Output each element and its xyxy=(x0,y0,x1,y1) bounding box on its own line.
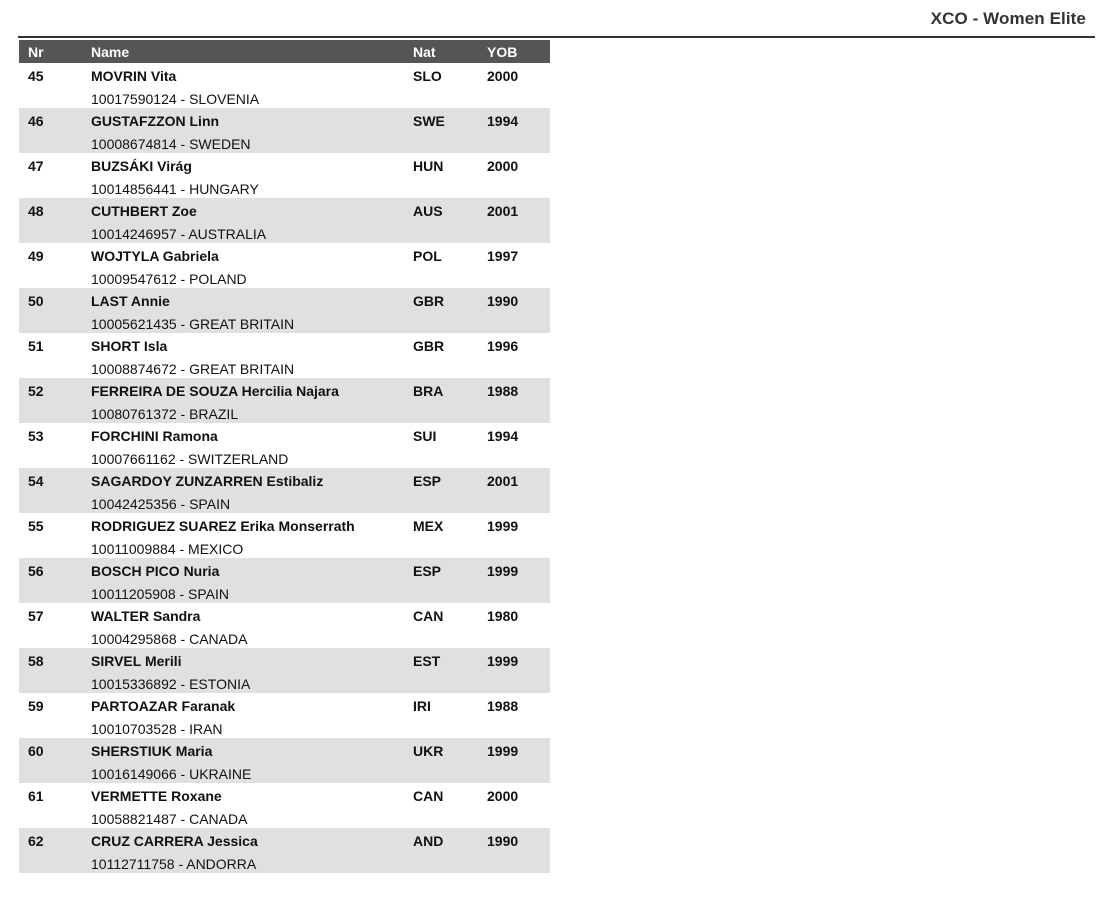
rider-year-of-birth: 1990 xyxy=(487,833,519,849)
table-row xyxy=(19,783,550,828)
rider-uci-id-country: 10004295868 - CANADA xyxy=(91,631,248,647)
table-row xyxy=(19,63,550,108)
header-nr: Nr xyxy=(28,44,44,60)
rider-year-of-birth: 1999 xyxy=(487,743,519,759)
rider-number: 56 xyxy=(28,563,44,579)
rider-uci-id-country: 10010703528 - IRAN xyxy=(91,721,223,737)
rider-year-of-birth: 2001 xyxy=(487,473,519,489)
rider-number: 61 xyxy=(28,788,44,804)
rider-nationality: SWE xyxy=(413,113,445,129)
rider-number: 60 xyxy=(28,743,44,759)
rider-nationality: AUS xyxy=(413,203,443,219)
rider-uci-id-country: 10080761372 - BRAZIL xyxy=(91,406,239,422)
rider-uci-id-country: 10042425356 - SPAIN xyxy=(91,496,231,512)
rider-year-of-birth: 1988 xyxy=(487,383,519,399)
table-body xyxy=(19,63,550,873)
rider-uci-id-country: 10058821487 - CANADA xyxy=(91,811,248,827)
rider-number: 47 xyxy=(28,158,44,174)
rider-name: SHORT Isla xyxy=(91,338,168,354)
rider-nationality: SUI xyxy=(413,428,437,444)
rider-nationality: EST xyxy=(413,653,441,669)
table-row xyxy=(19,198,550,243)
header-yob: YOB xyxy=(487,44,518,60)
rider-year-of-birth: 1990 xyxy=(487,293,519,309)
rider-year-of-birth: 2000 xyxy=(487,788,519,804)
rider-uci-id-country: 10112711758 - ANDORRA xyxy=(91,856,257,872)
rider-name: VERMETTE Roxane xyxy=(91,788,222,804)
rider-uci-id-country: 10015336892 - ESTONIA xyxy=(91,676,251,692)
rider-nationality: GBR xyxy=(413,293,445,309)
rider-nationality: BRA xyxy=(413,383,444,399)
rider-number: 57 xyxy=(28,608,44,624)
rider-nationality: MEX xyxy=(413,518,444,534)
header-name: Name xyxy=(91,44,130,60)
start-list-table xyxy=(19,40,550,873)
rider-number: 53 xyxy=(28,428,44,444)
rider-name: SHERSTIUK Maria xyxy=(91,743,213,759)
rider-nationality: ESP xyxy=(413,473,442,489)
table-row xyxy=(19,738,550,783)
rider-name: SIRVEL Merili xyxy=(91,653,182,669)
table-row xyxy=(19,828,550,873)
table-row xyxy=(19,378,550,423)
rider-uci-id-country: 10017590124 - SLOVENIA xyxy=(91,91,260,107)
rider-year-of-birth: 1994 xyxy=(487,113,519,129)
title-divider xyxy=(18,36,1095,38)
rider-nationality: POL xyxy=(413,248,442,264)
table-row xyxy=(19,603,550,648)
rider-name: FORCHINI Ramona xyxy=(91,428,218,444)
rider-number: 51 xyxy=(28,338,44,354)
rider-number: 52 xyxy=(28,383,44,399)
rider-number: 54 xyxy=(28,473,44,489)
rider-number: 59 xyxy=(28,698,44,714)
rider-uci-id-country: 10009547612 - POLAND xyxy=(91,271,247,287)
table-row xyxy=(19,423,550,468)
rider-year-of-birth: 1999 xyxy=(487,518,519,534)
rider-name: GUSTAFZZON Linn xyxy=(91,113,220,129)
rider-year-of-birth: 1980 xyxy=(487,608,519,624)
table-row xyxy=(19,693,550,738)
table-header xyxy=(19,40,550,63)
rider-year-of-birth: 1999 xyxy=(487,653,519,669)
page-title: XCO - Women Elite xyxy=(930,9,1086,28)
rider-year-of-birth: 1997 xyxy=(487,248,519,264)
table-row xyxy=(19,468,550,513)
rider-number: 55 xyxy=(28,518,44,534)
header-nat: Nat xyxy=(413,44,436,60)
table-row xyxy=(19,513,550,558)
rider-name: PARTOAZAR Faranak xyxy=(91,698,236,714)
rider-name: BOSCH PICO Nuria xyxy=(91,563,220,579)
rider-year-of-birth: 2000 xyxy=(487,158,519,174)
rider-uci-id-country: 10005621435 - GREAT BRITAIN xyxy=(91,316,295,332)
rider-number: 46 xyxy=(28,113,44,129)
rider-name: RODRIGUEZ SUAREZ Erika Monserrath xyxy=(91,518,355,534)
rider-nationality: SLO xyxy=(413,68,442,84)
rider-name: BUZSÁKI Virág xyxy=(91,158,192,174)
table-row xyxy=(19,288,550,333)
rider-name: FERREIRA DE SOUZA Hercilia Najara xyxy=(91,383,339,399)
rider-name: CRUZ CARRERA Jessica xyxy=(91,833,258,849)
rider-nationality: AND xyxy=(413,833,444,849)
rider-number: 48 xyxy=(28,203,44,219)
rider-uci-id-country: 10014856441 - HUNGARY xyxy=(91,181,259,197)
rider-nationality: CAN xyxy=(413,608,444,624)
rider-uci-id-country: 10011205908 - SPAIN xyxy=(91,586,230,602)
rider-name: MOVRIN Vita xyxy=(91,68,177,84)
rider-year-of-birth: 1994 xyxy=(487,428,519,444)
rider-nationality: UKR xyxy=(413,743,444,759)
rider-uci-id-country: 10011009884 - MEXICO xyxy=(91,541,244,557)
rider-uci-id-country: 10014246957 - AUSTRALIA xyxy=(91,226,267,242)
rider-name: WALTER Sandra xyxy=(91,608,201,624)
rider-year-of-birth: 1988 xyxy=(487,698,519,714)
rider-number: 49 xyxy=(28,248,44,264)
rider-uci-id-country: 10016149066 - UKRAINE xyxy=(91,766,252,782)
rider-year-of-birth: 2000 xyxy=(487,68,519,84)
rider-year-of-birth: 2001 xyxy=(487,203,519,219)
rider-nationality: IRI xyxy=(413,698,431,714)
rider-number: 50 xyxy=(28,293,44,309)
table-row xyxy=(19,153,550,198)
table-row xyxy=(19,243,550,288)
rider-name: LAST Annie xyxy=(91,293,170,309)
table-row xyxy=(19,108,550,153)
rider-number: 62 xyxy=(28,833,44,849)
rider-number: 58 xyxy=(28,653,44,669)
rider-name: CUTHBERT Zoe xyxy=(91,203,197,219)
table-row xyxy=(19,333,550,378)
rider-name: SAGARDOY ZUNZARREN Estibaliz xyxy=(91,473,324,489)
table-row xyxy=(19,558,550,603)
rider-year-of-birth: 1999 xyxy=(487,563,519,579)
table-row xyxy=(19,648,550,693)
rider-uci-id-country: 10008674814 - SWEDEN xyxy=(91,136,251,152)
rider-number: 45 xyxy=(28,68,44,84)
rider-year-of-birth: 1996 xyxy=(487,338,519,354)
rider-nationality: GBR xyxy=(413,338,445,354)
rider-nationality: ESP xyxy=(413,563,442,579)
rider-nationality: HUN xyxy=(413,158,444,174)
rider-uci-id-country: 10008874672 - GREAT BRITAIN xyxy=(91,361,295,377)
rider-name: WOJTYLA Gabriela xyxy=(91,248,219,264)
rider-nationality: CAN xyxy=(413,788,444,804)
rider-uci-id-country: 10007661162 - SWITZERLAND xyxy=(91,451,289,467)
